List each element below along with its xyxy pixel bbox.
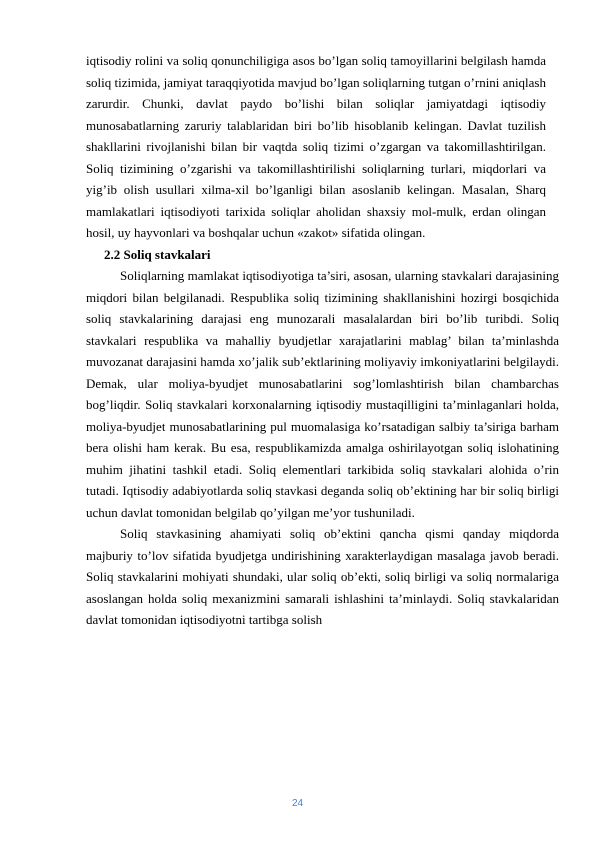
page-number: 24	[291, 798, 304, 809]
intro-paragraph: iqtisodiy rolini va soliq qonunchiligiga asos bo’lgan soliq tamoyillarini belgilash hamda soliq tizimida, jamiyat taraqqiyotida mavjud bo’lgan soliqlarning tutgan o’rnini aniqlash zarurdir. Chunki, davlat paydo bo’lishi bilan soliqlar jamiyatdagi iqtisodiy munosabatlarning zaruriy talablaridan biri bo’lib hisoblanib kelingan. Davlat tuzilish shakllarini rivojlanishi bilan bir vaqtda soliq tizimi o’zgargan va takomillashtirilgan. Soliq tizimining o’zgarishi va takomillashtirilishi soliqlarning turlari, miqdorlari va yig’ib olish usullari xilma-xil bo’lganligi bilan asoslanib kelingan. Masalan, Sharq mamlakatlari iqtisodiyoti tarixida soliqlar aholidan shaxsiy mol-mulk, erdan olingan hosil, uy hayvonlari va boshqalar uchun «zakot» sifatida olingan.	[86, 53, 546, 240]
text-column	[86, 50, 559, 631]
section-heading: 2.2 Soliq stavkalari	[104, 246, 211, 262]
body-paragraph-2: Soliq stavkasining ahamiyati soliq ob’ektini qancha qismi qanday miqdorda majburiy to’lov sifatida byudjetga undirishining xarakterlaydigan masalaga javob beradi. Soliq stavkalarini mohiyati shundaki, ular soliq ob’ekti, soliq birligi va soliq normalariga asoslangan holda soliq mexanizmini samarali ishlashini ta’minlaydi. Soliq stavkalaridan davlat tomonidan iqtisodiyotni tartibga solish	[86, 526, 559, 627]
body-paragraph-1: Soliqlarning mamlakat iqtisodiyotiga ta’siri, asosan, ularning stavkalari darajasining miqdori bilan belgilanadi. Respublika soliq tizimining shakllanishini hozirgi bosqichida soliq stavkalarining darajasi eng munozarali masalalardan biri bo’lib turibdi. Soliq stavkalari respublika va mahalliy byudjetlar xarajatlarini mablag’ bilan ta’minlashda muvozanat darajasini hamda xo’jalik sub’ektlarining moliyaviy imkoniyatlarini belgilaydi. Demak, ular moliya-byudjet munosabatlarini sog’lomlashtirish bilan chambarchas bog’liqdir. Soliq stavkalari korxonalarning iqtisodiy mustaqilligini ta’minlaganlari holda, moliya-byudjet munosabatlarining pul muomalasiga ko’rsatadigan salbiy ta’siriga barham bera olishi ham kerak. Bu esa, respublikamizda amalga oshirilayotgan soliq islohatining muhim jihatini tashkil etadi. Soliq elementlari tarkibida soliq stavkalari alohida o’rin tutadi. Iqtisodiy adabiyotlarda soliq stavkasi deganda soliq ob’ektining har bir soliq birligi uchun davlat tomonidan belgilab qo’yilgan me’yor tushuniladi.	[86, 268, 559, 520]
